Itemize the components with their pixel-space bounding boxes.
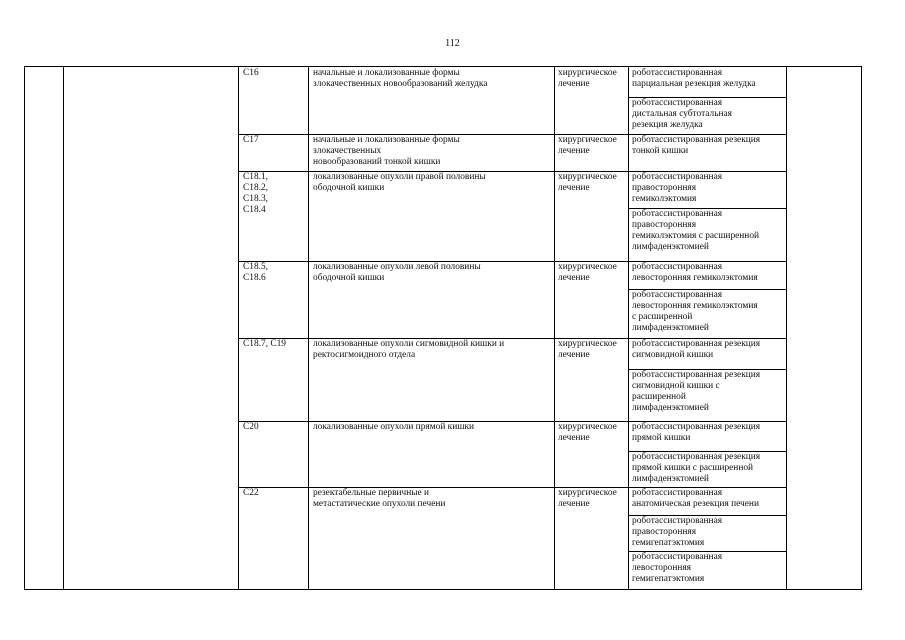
- treatment-type-cell: хирургическое лечение: [558, 488, 617, 509]
- column-divider: [238, 67, 239, 589]
- icd-code-cell: C17: [243, 135, 259, 145]
- diagnosis-cell: локализованные опухоли левой половины ободочной кишки: [313, 262, 481, 283]
- diagnosis-cell: начальные и локализованные формы злокачественных новообразований желудка: [313, 68, 488, 89]
- icd-code-cell: C18.5, C18.6: [243, 262, 269, 283]
- treatment-method-cell: роботассистированная анатомическая резекция печени: [632, 488, 759, 509]
- icd-code-cell: C22: [243, 488, 259, 498]
- treatment-method-cell: роботассистированная дистальная субтотальная резекция желудка: [632, 98, 732, 130]
- treatment-method-cell: роботассистированная парциальная резекция желудка: [632, 68, 756, 89]
- treatment-type-cell: хирургическое лечение: [558, 339, 617, 360]
- treatment-type-cell: хирургическое лечение: [558, 135, 617, 156]
- diagnosis-cell: локализованные опухоли сигмовидной кишки и ректосигмоидного отдела: [313, 339, 505, 360]
- treatment-method-cell: роботассистированная левосторонняя гемиколэктомия: [632, 262, 758, 283]
- diagnosis-cell: локализованные опухоли прямой кишки: [313, 422, 475, 432]
- icd-code-cell: C16: [243, 68, 259, 78]
- treatment-method-cell: роботассистированная левосторонняя гемиколэктомия с расширенной лимфаденэктомией: [632, 290, 758, 333]
- column-divider: [628, 67, 629, 589]
- column-divider: [786, 67, 787, 589]
- column-divider: [308, 67, 309, 589]
- treatment-type-cell: хирургическое лечение: [558, 262, 617, 283]
- diagnosis-cell: начальные и локализованные формы злокачественных новообразований тонкой кишки: [313, 135, 460, 167]
- treatment-method-cell: роботассистированная правосторонняя гемиколэктомия: [632, 172, 723, 204]
- icd-code-cell: C20: [243, 422, 259, 432]
- diagnosis-cell: локализованные опухоли правой половины ободочной кишки: [313, 172, 486, 193]
- medical-procedures-table: [24, 66, 862, 590]
- treatment-method-cell: роботассистированная резекция тонкой кишки: [632, 135, 761, 156]
- treatment-type-cell: хирургическое лечение: [558, 68, 617, 89]
- treatment-method-cell: роботассистированная правосторонняя гемигепатэктомия: [632, 516, 723, 548]
- icd-code-cell: C18.7, C19: [243, 339, 286, 349]
- treatment-method-cell: роботассистированная резекция прямой кишки: [632, 422, 761, 443]
- page-number: 112: [445, 38, 460, 49]
- treatment-method-cell: роботассистированная левосторонняя гемигепатэктомия: [632, 552, 723, 584]
- diagnosis-cell: резектабельные первичные и метастатические опухоли печени: [313, 488, 446, 509]
- icd-code-cell: C18.1, C18.2, C18.3, C18.4: [243, 172, 269, 215]
- treatment-type-cell: хирургическое лечение: [558, 172, 617, 193]
- treatment-method-cell: роботассистированная резекция прямой кишки с расширенной лимфаденэктомией: [632, 452, 761, 484]
- column-divider: [554, 67, 555, 589]
- treatment-type-cell: хирургическое лечение: [558, 422, 617, 443]
- treatment-method-cell: роботассистированная резекция сигмовидной кишки: [632, 339, 761, 360]
- treatment-method-cell: роботассистированная резекция сигмовидной кишки с расширенной лимфаденэктомией: [632, 370, 761, 413]
- treatment-method-cell: роботассистированная правосторонняя гемиколэктомия с расширенной лимфаденэктомией: [632, 209, 760, 252]
- column-divider: [63, 67, 64, 589]
